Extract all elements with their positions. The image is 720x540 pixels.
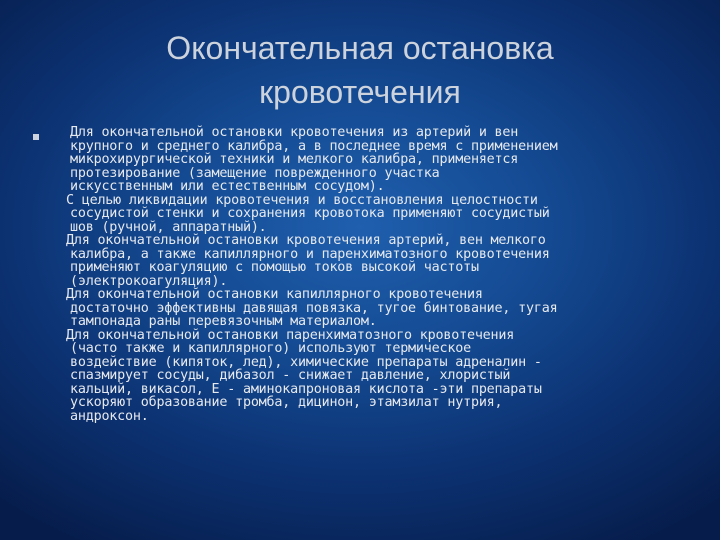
paragraph: [62, 194, 672, 235]
paragraph: [62, 329, 672, 424]
text-line: применяют коагуляцию с помощью токов высокой частоты: [70, 260, 479, 275]
paragraph: [62, 234, 672, 288]
text-line: воздействие (кипяток, лед), химические препараты адреналин -: [70, 354, 542, 370]
slide-body: [62, 126, 672, 423]
text-line: шов (ручной, аппаратный).: [70, 219, 267, 235]
text-line: Для окончательной остановки кровотечения из артерий и вен: [70, 125, 519, 140]
text-line: (электрокоагуляция).: [70, 273, 228, 289]
text-line: Для окончательной остановки кровотечения артерий, вен мелкого: [66, 233, 546, 248]
text-line: спазмирует сосуды, дибазол - снижает давление, хлористый: [70, 368, 511, 383]
paragraph: [62, 288, 672, 329]
text-line: микрохирургической техники и мелкого калибра, применяется: [70, 152, 519, 167]
text-line: Для окончательной остановки капиллярного кровотечения: [66, 287, 483, 302]
text-line: тампонада раны перевязочным материалом.: [70, 314, 377, 329]
text-line: достаточно эффективны давящая повязка, тугое бинтование, тугая: [70, 300, 558, 316]
slide-title: [60, 26, 660, 114]
bullet-square-icon: [33, 134, 39, 140]
text-line: протезирование (замещение поврежденного участка: [70, 165, 440, 181]
text-line: калибра, а также капиллярного и паренхиматозного кровотечения: [70, 246, 550, 262]
text-line: С целью ликвидации кровотечения и восстановления целостности: [66, 192, 538, 208]
text-line: сосудистой стенки и сохранения кровотока применяют сосудистый: [70, 206, 550, 221]
paragraph: [62, 126, 672, 194]
text-line: (часто также и капиллярного) используют термическое: [70, 341, 471, 356]
text-line: искусственным или естественным сосудом).: [70, 179, 385, 194]
text-line: андроксон.: [70, 408, 149, 424]
slide-title-line-2: кровотечения: [259, 74, 461, 110]
text-line: крупного и среднего калибра, а в последнее время с применением: [70, 138, 558, 154]
slide-title-line-1: Окончательная остановка: [166, 30, 554, 66]
text-line: Для окончательной остановки паренхиматозного кровотечения: [66, 327, 515, 343]
text-line: кальций, викасол, Е - аминокапроновая кислота -эти препараты: [70, 381, 542, 397]
text-line: ускоряют образование тромба, дицинон, этамзилат нутрия,: [70, 395, 503, 410]
